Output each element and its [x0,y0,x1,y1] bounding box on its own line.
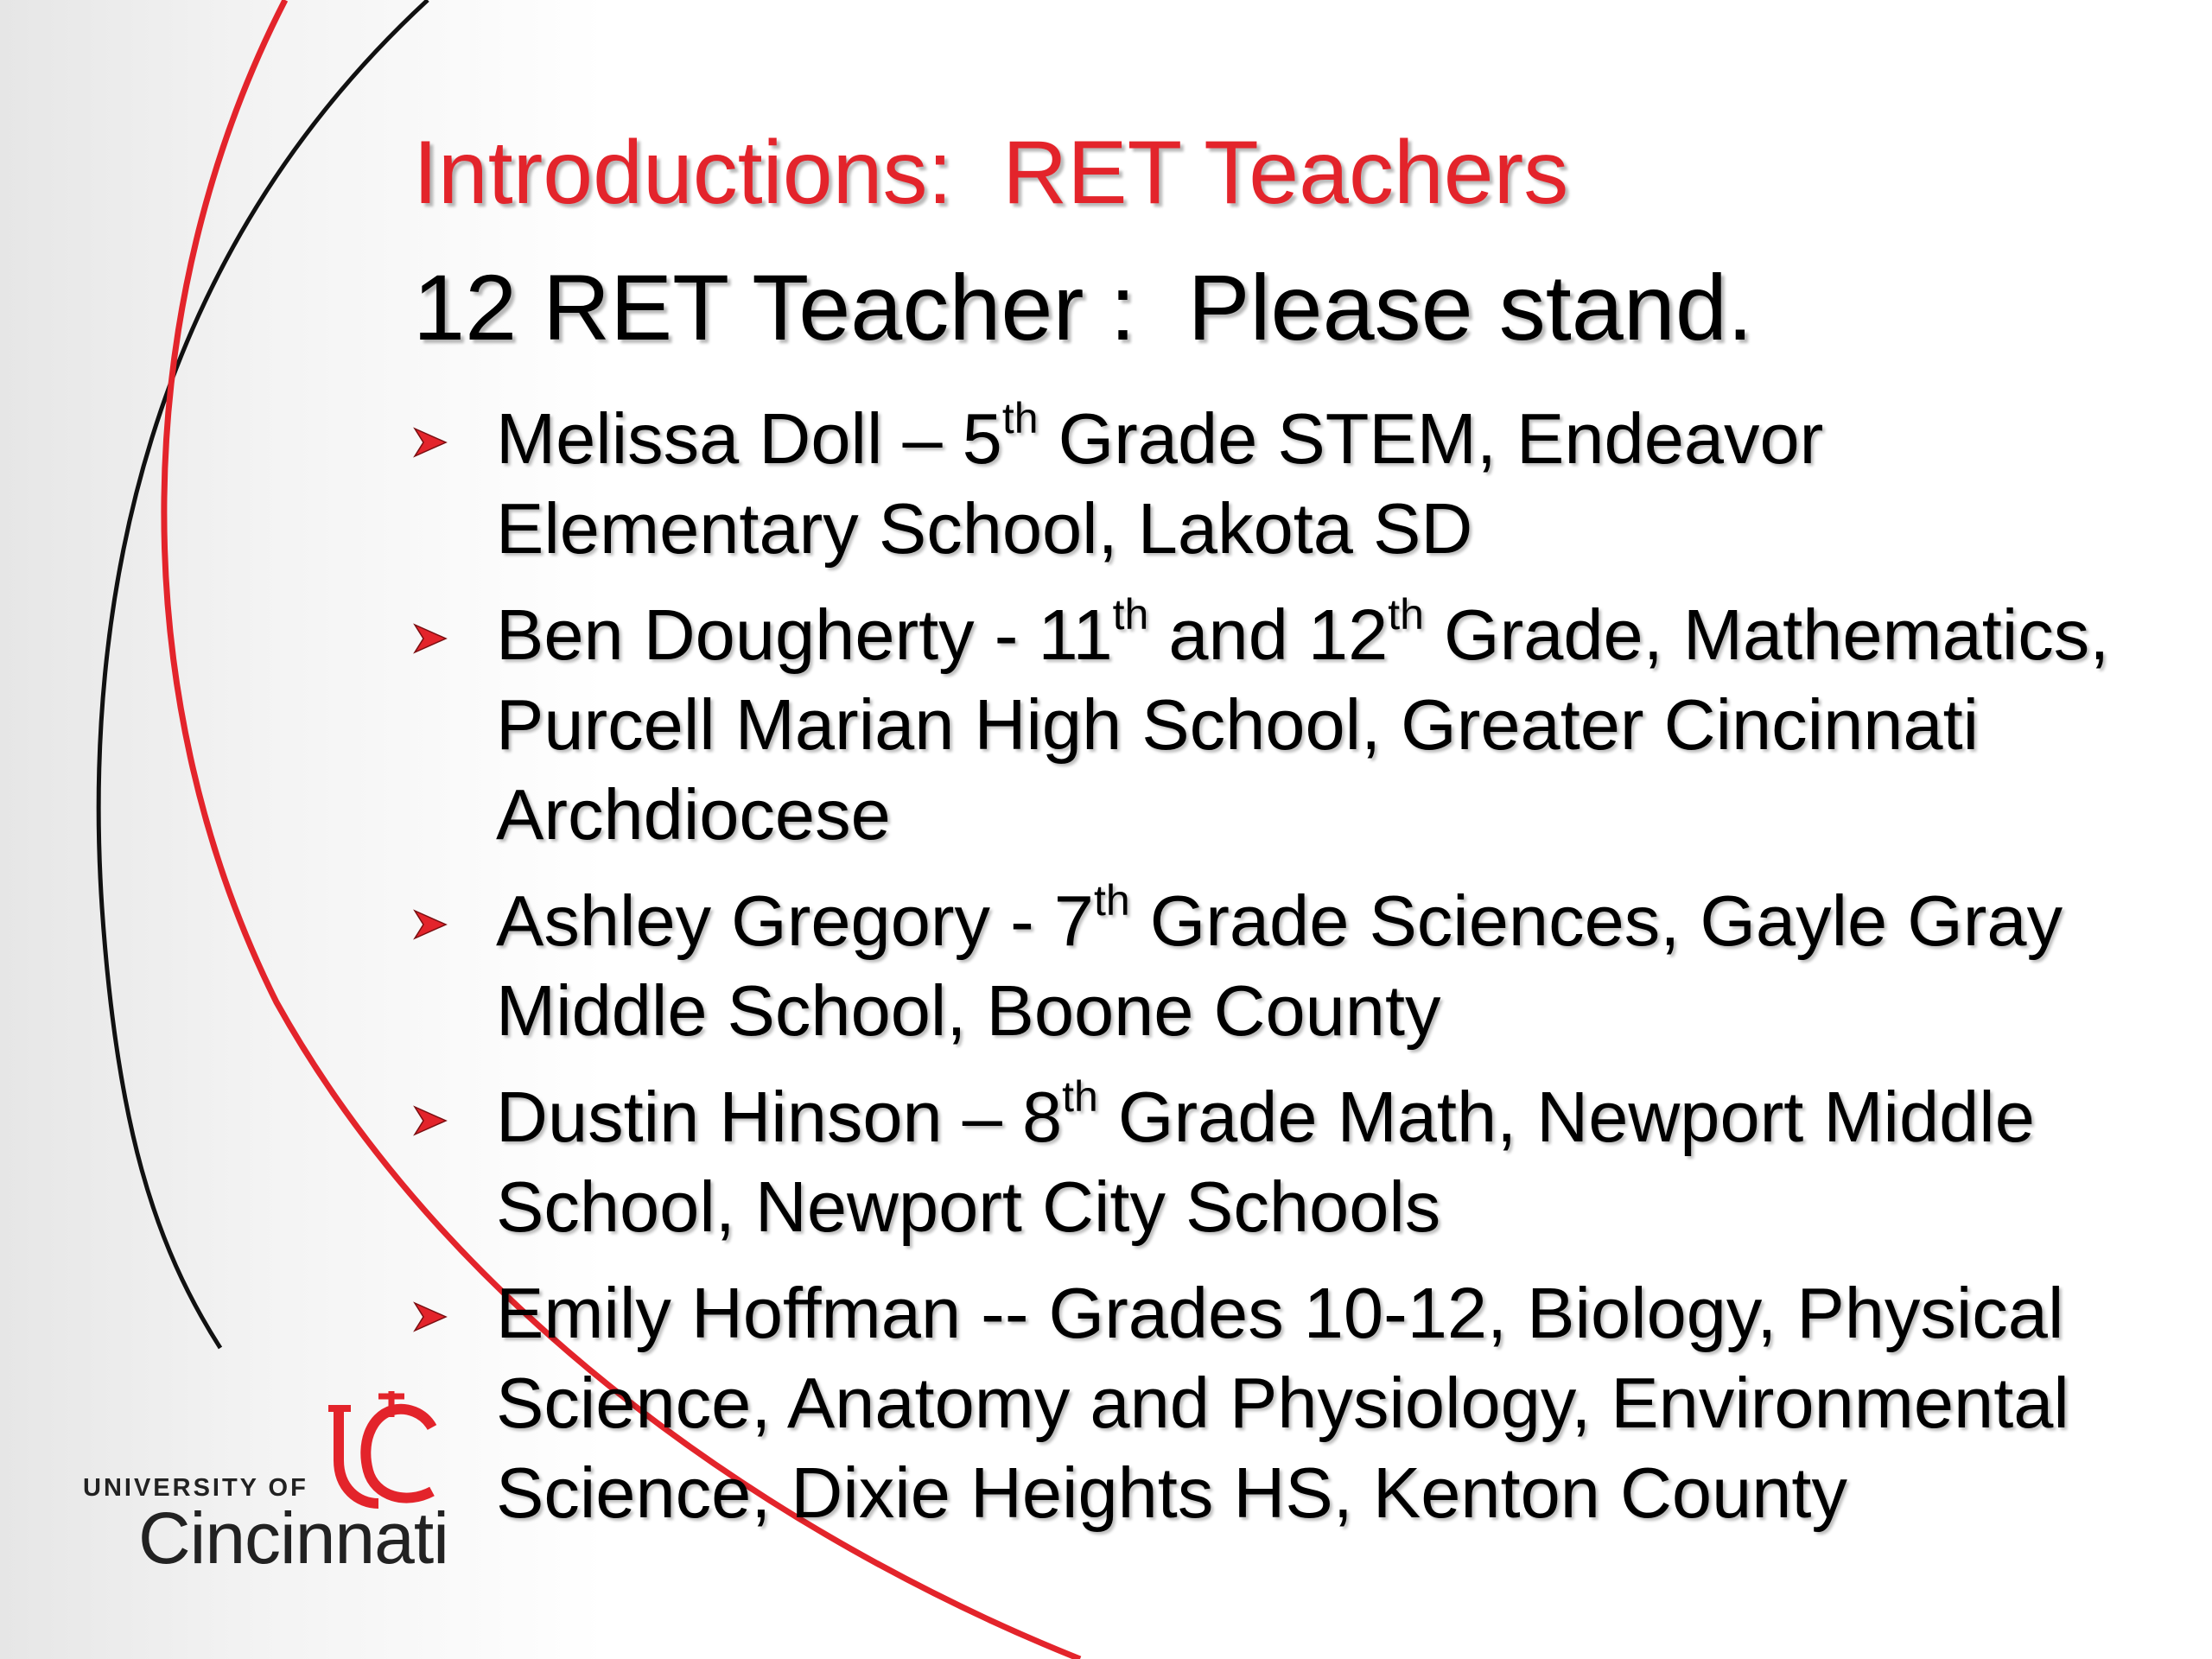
arrowhead-bullet-icon [413,907,448,942]
teacher-entry-text [496,590,2110,855]
teacher-entry-text [496,1273,2069,1533]
university-logo [83,1391,489,1581]
text-run: Grade Sciences, Gayle Gray Middle School, Boone County [496,880,2063,1051]
arrowhead-bullet-icon [413,1103,448,1138]
logo-university-of: UNIVERSITY OF [83,1474,308,1502]
arrowhead-bullet-icon [413,1300,448,1334]
ordinal-suffix: th [1112,590,1149,639]
text-run: Grade, Mathematics, Purcell Marian High School, Greater Cincinnati Archdiocese [496,594,2110,855]
text-run: and 12 [1148,594,1389,675]
logo-cincinnati: Cincinnati [138,1497,448,1579]
text-run: Ashley Gregory - 7 [496,880,1094,961]
ordinal-suffix: th [1093,876,1130,925]
ordinal-suffix: th [1001,394,1039,442]
text-run: Melissa Doll – 5 [496,398,1002,479]
text-run: Ben Dougherty - 11 [496,594,1113,675]
arrowhead-bullet-icon [413,425,448,460]
ordinal-suffix: th [1062,1072,1098,1121]
text-run: Emily Hoffman -- Grades 10-12, Biology, Physical Science, Anatomy and Physiology, Environmental Science, Dixie Heights HS, Kenton County [496,1273,2069,1533]
teacher-entry-text [496,1072,2035,1247]
text-run: Grade Math, Newport Middle School, Newport City Schools [496,1077,2035,1247]
uc-monogram-icon [321,1391,442,1512]
text-run: Dustin Hinson – 8 [496,1077,1063,1157]
text-run: Grade STEM, Endeavor Elementary School, Lakota SD [496,398,1824,569]
slide-subtitle: 12 RET Teacher : Please stand. [413,255,1753,359]
black-arc [99,0,428,1348]
teacher-list-item [413,1072,2193,1252]
slide-title: Introductions: RET Teachers [413,123,1569,223]
teacher-list-item [413,590,2193,860]
teacher-list-item [413,394,2193,574]
teacher-entry-text [496,876,2063,1051]
teacher-list-item [413,1268,2193,1538]
ordinal-suffix: th [1388,590,1424,639]
arrowhead-bullet-icon [413,621,448,656]
teacher-entry-text [496,394,1824,569]
teacher-list [413,394,2193,1554]
teacher-list-item [413,876,2193,1056]
